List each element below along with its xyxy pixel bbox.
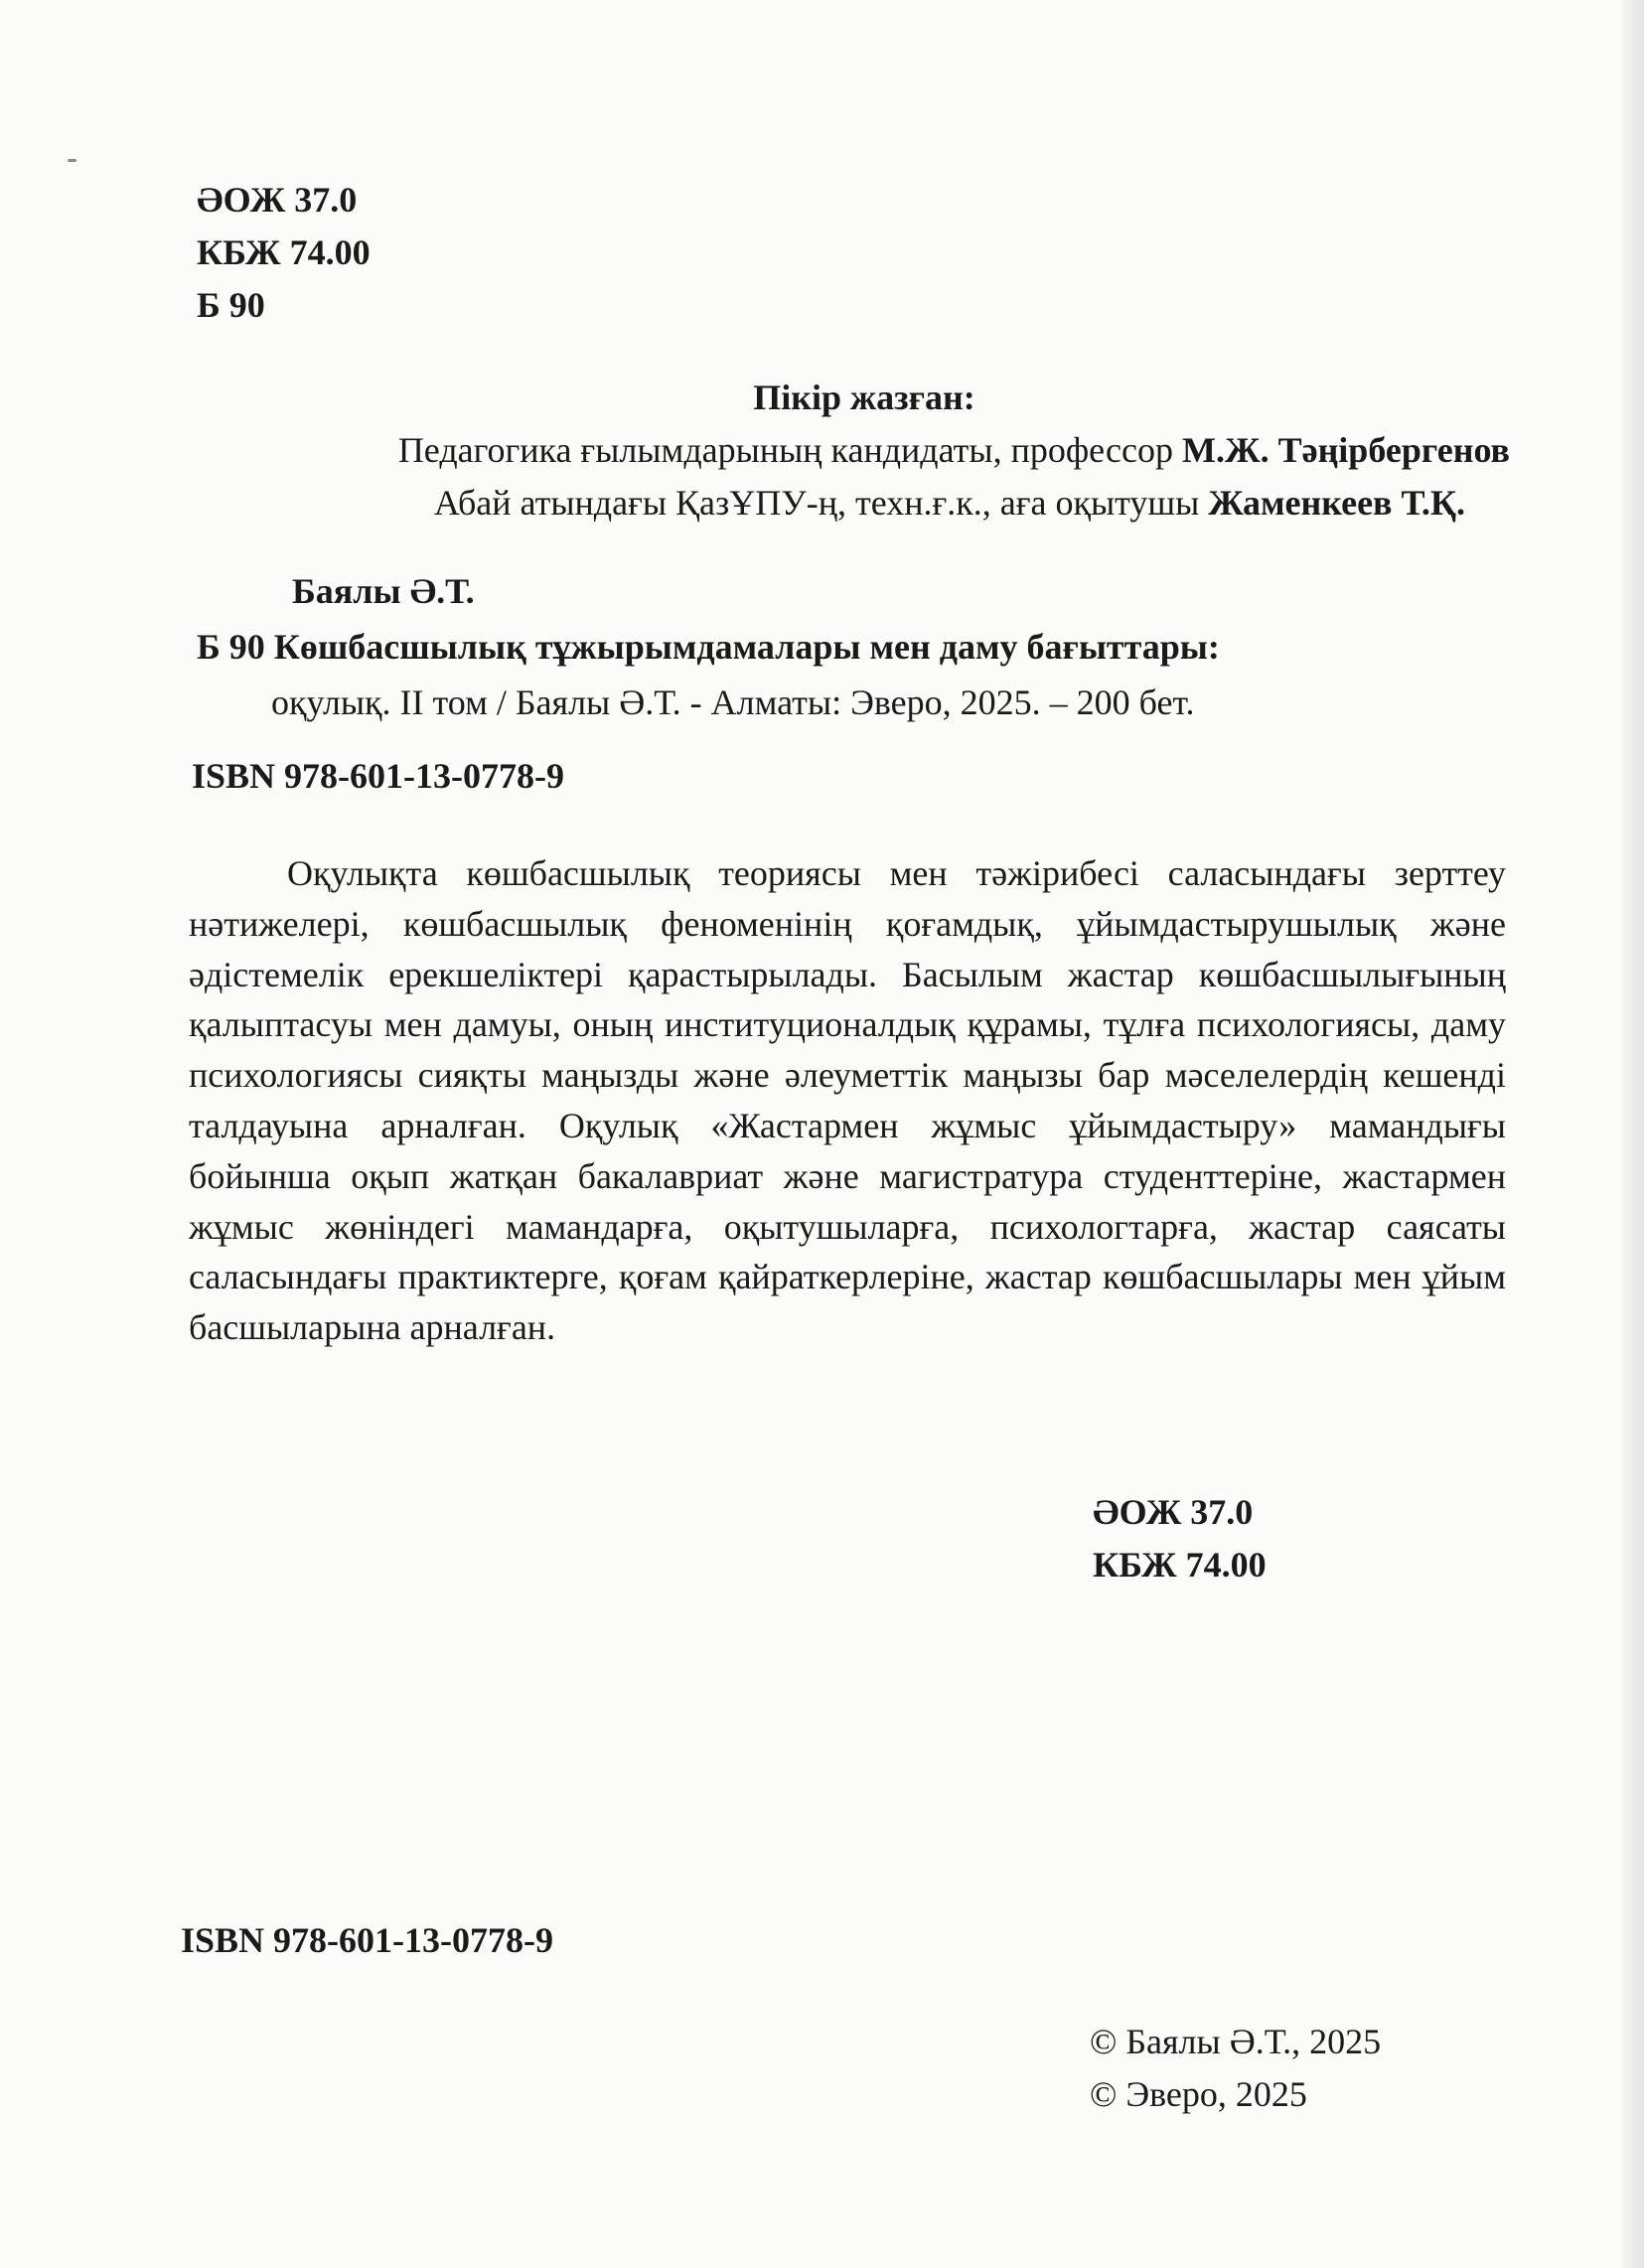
reviewer-name: Жаменкеев Т.Қ.: [1208, 483, 1465, 523]
reviewer-line: [179, 424, 1510, 477]
reviewer-line: [179, 477, 1510, 529]
abstract-paragraph: Оқулықта көшбасшылық теориясы мен тәжірибесі саласындағы зерттеу нәтижелері, көшбасшылық феноменінің қоғамдық, ұйымдастырушылық және әдістемелік ерекшеліктері қарастырылады. Басылым жастар көшбасшылығының қалыптасуы мен дамуы, оның институционалдық құрамы, тұлға психологиясы, даму психологиясы сияқты маңызды және әлеуметтік маңызы бар мәселелердің кешенді талдауына арналған. Оқулық «Жастармен жұмыс ұйымдастыру» мамандығы бойынша оқып жатқан бакалавриат және магистратура студенттеріне, жастармен жұмыс жөніндегі мамандарға, оқытушыларға, психологтарға, жастар саясаты саласындағы практиктерге, қоғам қайраткерлеріне, жастар көшбасшылары мен ұйым басшыларына арналған.: [189, 853, 1506, 1348]
lbc-code: КБЖ 74.00: [1093, 1545, 1267, 1585]
copyright-notice: [1090, 2016, 1381, 2121]
isbn-top: ISBN 978-601-13-0778-9: [192, 756, 564, 796]
reviewers-section: [179, 372, 1510, 529]
classification-codes-top: [197, 174, 371, 332]
reviewers-title: Пікір жазған:: [753, 378, 975, 417]
lbc-code: КБЖ 74.00: [197, 232, 371, 272]
udc-code: ӘОЖ 37.0: [197, 180, 358, 220]
catalog-imprint: оқулық. II том / Баялы Ә.Т. - Алматы: Эверо, 2025. – 200 бет.: [271, 682, 1195, 722]
reviewer-position: Абай атындағы ҚазҰПУ-ң, техн.ғ.к., аға оқытушы: [433, 483, 1209, 523]
catalog-author: Баялы Ә.Т.: [292, 571, 475, 611]
catalog-title: Б 90 Көшбасшылық тұжырымдамалары мен даму бағыттары:: [197, 627, 1220, 667]
reviewer-name: М.Ж. Тәңірбергенов: [1182, 430, 1510, 470]
reviewer-position: Педагогика ғылымдарының кандидаты, профессор: [397, 430, 1182, 470]
udc-code: ӘОЖ 37.0: [1093, 1492, 1254, 1532]
catalog-record: [197, 563, 1508, 730]
author-mark: Б 90: [197, 285, 265, 325]
isbn-bottom: ISBN 978-601-13-0778-9: [181, 1920, 553, 1960]
copyright-author: © Баялы Ә.Т., 2025: [1090, 2022, 1382, 2061]
classification-codes-bottom: [1093, 1486, 1267, 1591]
copyright-publisher: © Эверо, 2025: [1090, 2074, 1307, 2114]
scan-speck: [68, 159, 76, 162]
page-edge-shadow: [1622, 0, 1644, 2268]
